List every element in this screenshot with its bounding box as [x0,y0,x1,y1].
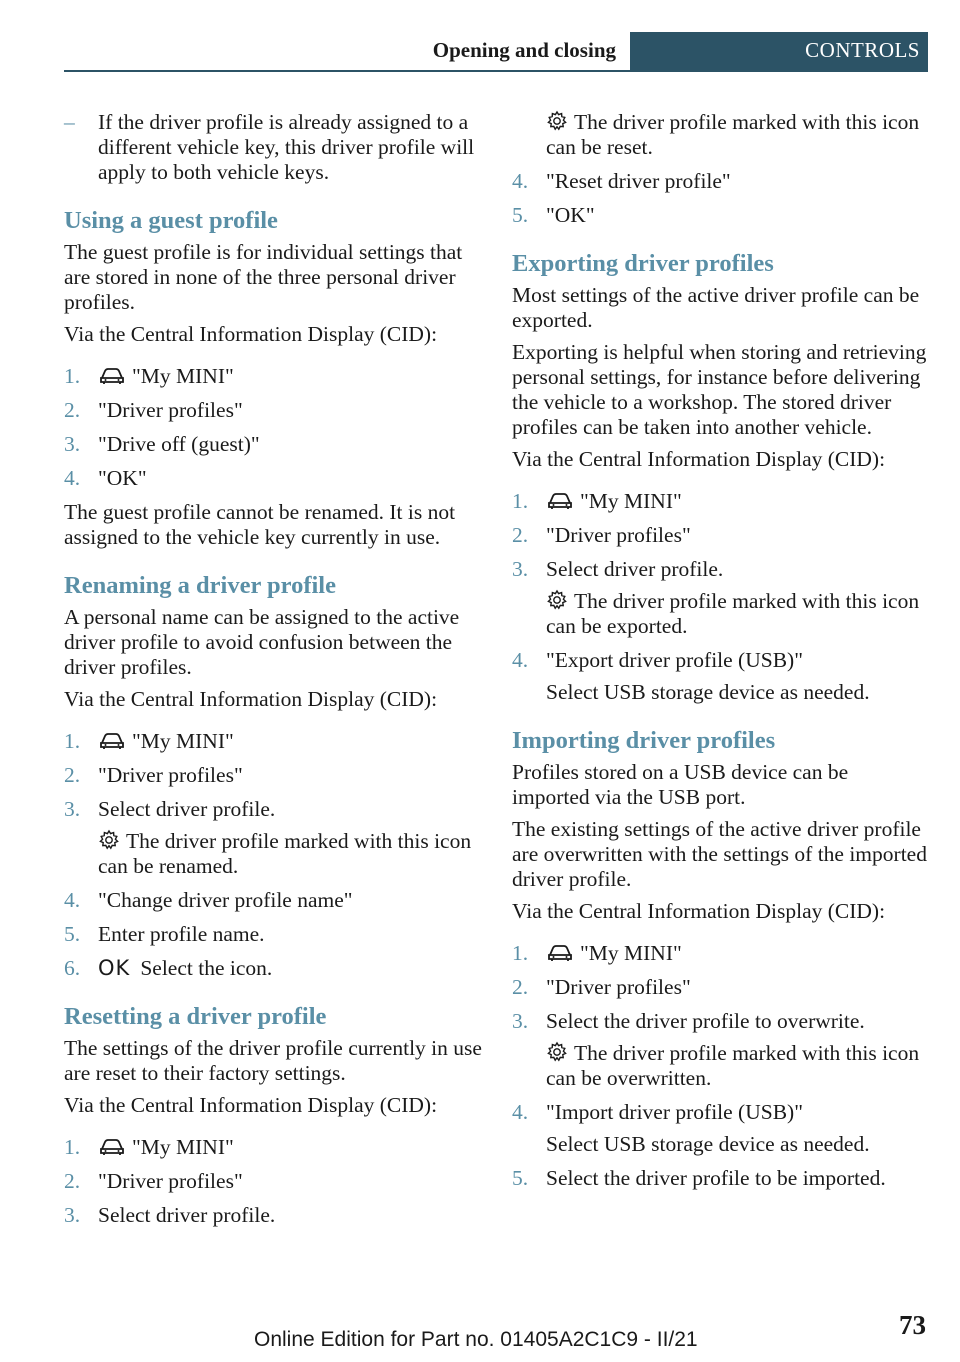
list-item: 2. "Driver profiles" [64,763,243,787]
dash-list-item [64,110,482,185]
step-note: The driver profile marked with this icon can be exported. [546,589,920,638]
list-item: 5. Enter profile name. [64,922,265,946]
heading-import-profiles: Importing driver profiles [512,727,776,754]
list-item: 3. Select driver profile. [64,797,276,821]
list-item: 3. Select driver profile. [512,557,724,581]
car-icon [546,943,574,963]
heading-reset-profile: Resetting a driver profile [64,1003,327,1030]
export-via: Via the Central Information Display (CID): [512,447,886,471]
list-item: 2. "Driver profiles" [64,398,243,422]
gear-icon [546,110,568,132]
list-item: 2. "Driver profiles" [512,975,691,999]
footer-edition: Online Edition for Part no. 01405A2C1C9 - II/21 [254,1328,698,1351]
car-icon [546,491,574,511]
list-item: 1. "My MINI" [64,1135,234,1159]
page-footer [64,1310,928,1350]
list-item: 6. OK Select the icon. [64,956,273,980]
page-number: 73 [899,1310,926,1340]
page-header [64,32,928,72]
step-note: Select USB storage device as needed. [546,680,870,704]
list-item: 4. "Export driver profile (USB)" [512,648,803,672]
list-item: 2. "Driver profiles" [512,523,691,547]
list-item: 2. "Driver profiles" [64,1169,243,1193]
list-item: 3. Select the driver profile to overwrite. [512,1009,865,1033]
list-item: 3. "Drive off (guest)" [64,432,260,456]
header-section-title: Opening and closing [432,38,616,62]
guest-via: Via the Central Information Display (CID): [64,322,438,346]
ok-icon: OK [98,956,131,980]
step-note: The driver profile marked with this icon can be reset. [546,110,920,159]
guest-note: The guest profile cannot be renamed. It is not assigned to the vehicle key currently in use. [64,500,456,549]
heading-rename-profile: Renaming a driver profile [64,572,336,599]
reset-via: Via the Central Information Display (CID): [64,1093,438,1117]
list-item: 4. "OK" [64,466,147,490]
heading-export-profiles: Exporting driver profiles [512,250,774,277]
header-chapter-tab: CONTROLS [630,32,928,72]
car-icon [98,1137,126,1157]
gear-icon [546,1041,568,1063]
dash-bullet: – [64,110,75,134]
list-item: 4. "Import driver profile (USB)" [512,1100,803,1124]
list-item: 1. "My MINI" [64,729,234,753]
step-note: Select USB storage device as needed. [546,1132,870,1156]
export-intro2: Exporting is helpful when storing and retrieving personal settings, for instance before delivering the vehicle to a workshop. The stored driver profiles can be taken into another vehicle. [512,340,927,439]
import-intro: Profiles stored on a USB device can be imported via the USB port. [512,760,849,809]
list-item: 1. "My MINI" [512,941,682,965]
step-note: The driver profile marked with this icon can be overwritten. [546,1041,920,1090]
heading-guest-profile: Using a guest profile [64,207,278,234]
rename-via: Via the Central Information Display (CID): [64,687,438,711]
gear-icon [546,589,568,611]
left-column [64,110,482,1237]
car-icon [98,731,126,751]
step-note: The driver profile marked with this icon can be renamed. [98,829,472,878]
reset-intro: The settings of the driver profile currently in use are reset to their factory settings. [64,1036,482,1085]
list-item: 4. "Change driver profile name" [64,888,353,912]
dash-item-text: If the driver profile is already assigned to a different vehicle key, this driver profile will apply to both vehicle keys. [98,110,475,184]
list-item: 3. Select driver profile. [64,1203,276,1227]
right-column [512,110,930,1200]
export-intro: Most settings of the active driver profile can be exported. [512,283,920,332]
rename-intro: A personal name can be assigned to the active driver profile to avoid confusion between the driver profiles. [64,605,460,679]
list-item: 5. Select the driver profile to be imported. [512,1166,886,1190]
list-item: 1. "My MINI" [512,489,682,513]
list-item: 5. "OK" [512,203,595,227]
header-rule [64,70,630,72]
guest-intro: The guest profile is for individual settings that are stored in none of the three personal driver profiles. [64,240,463,314]
car-icon [98,366,126,386]
list-item: 1. "My MINI" [64,364,234,388]
import-via: Via the Central Information Display (CID): [512,899,886,923]
gear-icon [98,829,120,851]
list-item: 4. "Reset driver profile" [512,169,731,193]
import-intro2: The existing settings of the active driver profile are overwritten with the settings of the imported driver profile. [512,817,927,891]
